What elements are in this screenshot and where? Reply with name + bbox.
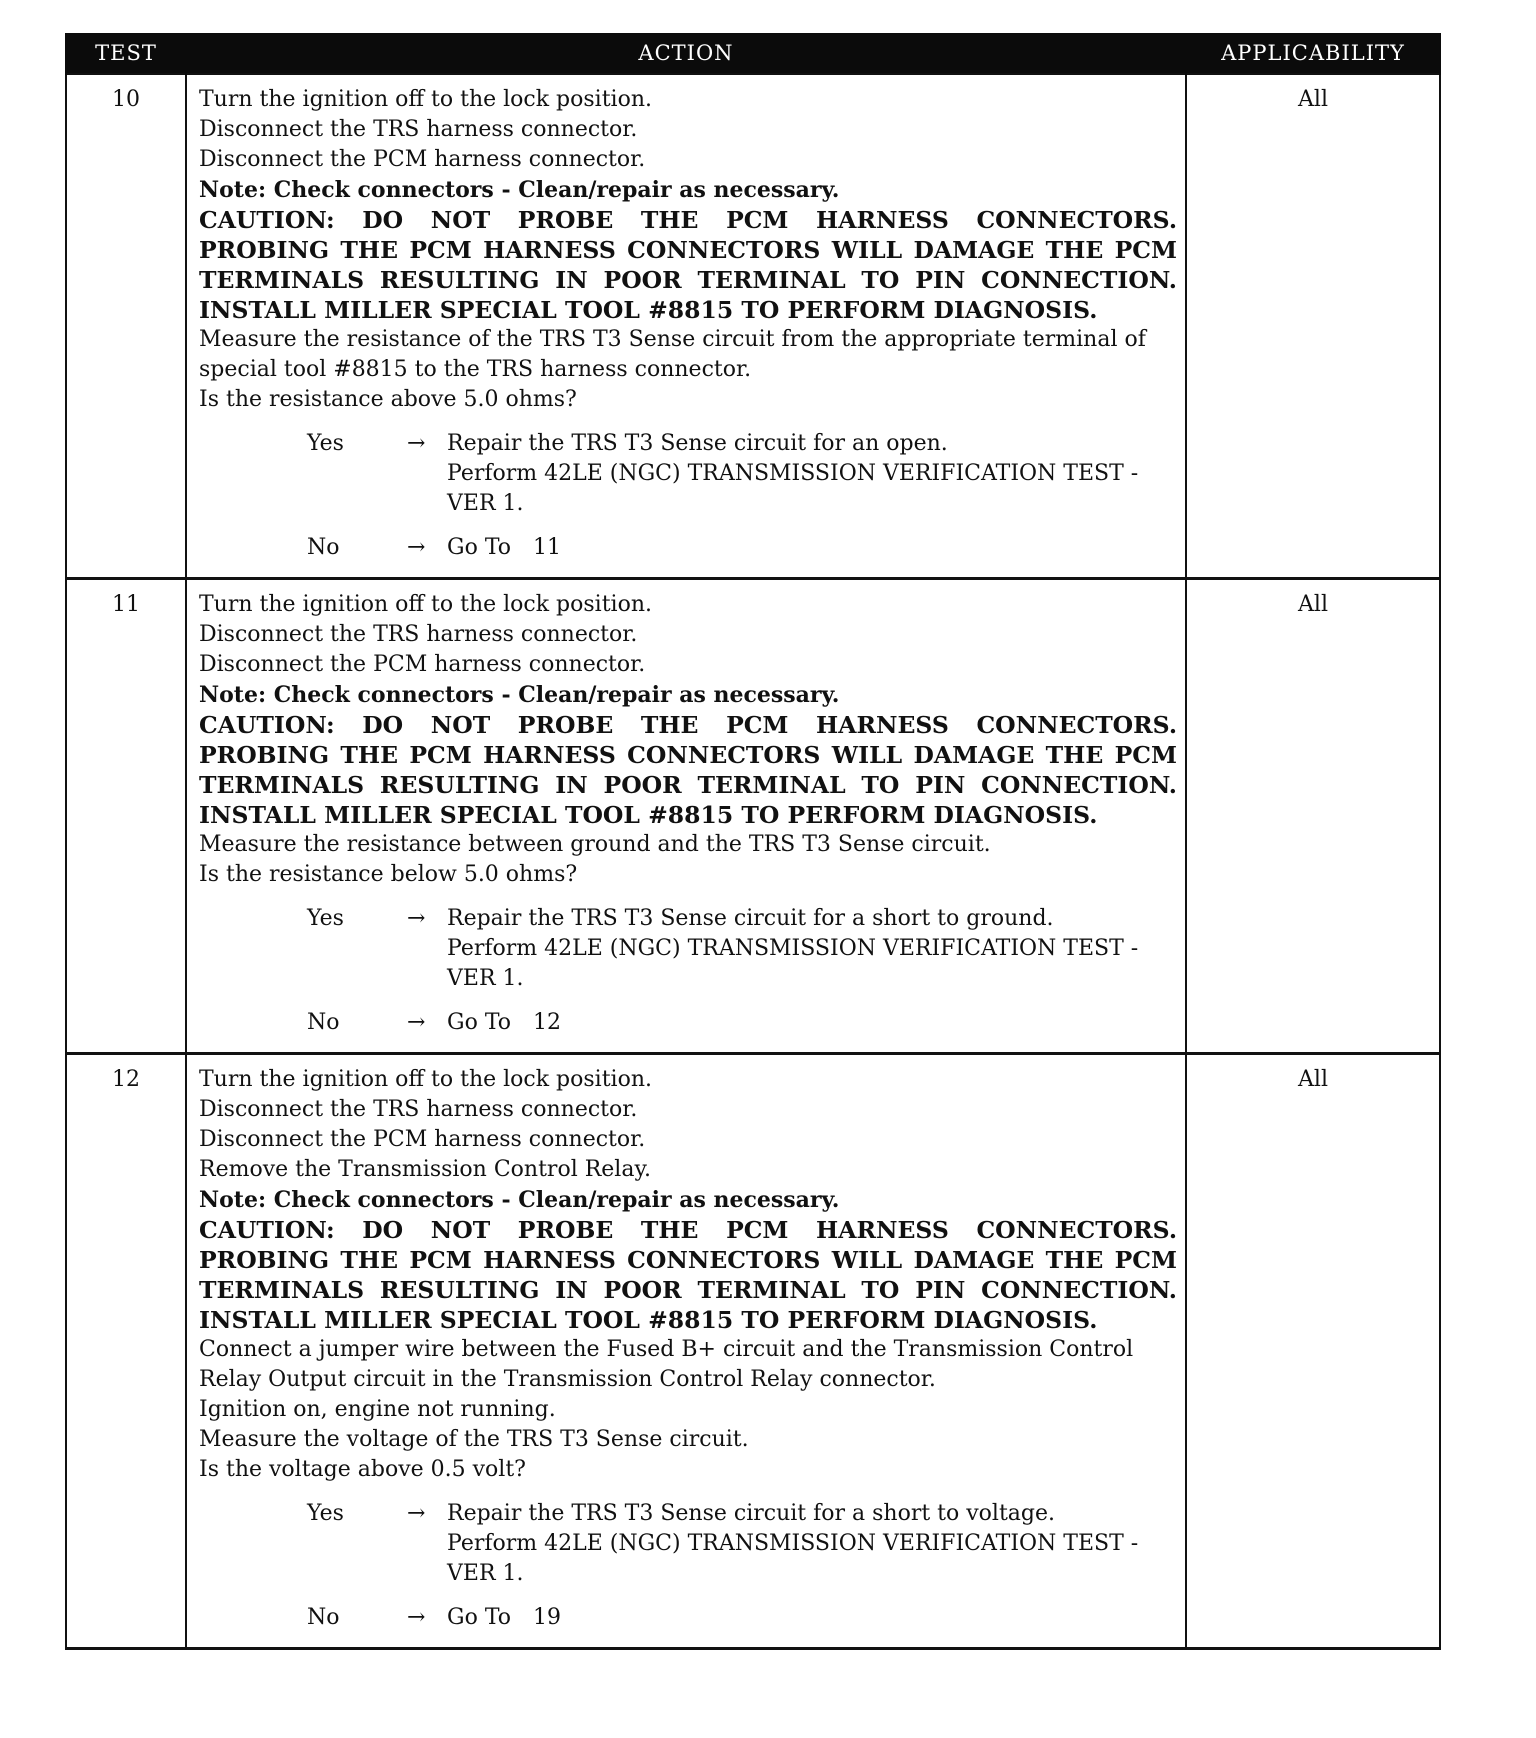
- caution-text: CAUTION: DO NOT PROBE THE PCM HARNESS CONNECTORS. PROBING THE PCM HARNESS CONNECTORS WILL DAMAGE THE PCM TERMINALS RESULTING IN POOR TERMINAL TO PIN CONNECTION. INSTALL MILLER SPECIAL TOOL #8815 TO PERFORM DIAGNOSIS.: [199, 206, 1177, 324]
- action-line: Repair the TRS T3 Sense circuit for a short to voltage.: [447, 1501, 1056, 1526]
- goto-target[interactable]: 12: [533, 1010, 562, 1035]
- measure-steps: [199, 325, 1177, 415]
- header-action: ACTION: [186, 33, 1186, 74]
- note-text: Note: Check connectors - Clean/repair as necessary.: [199, 177, 840, 203]
- action-line: Measure the voltage of the TRS T3 Sense circuit.: [199, 1427, 749, 1452]
- test-number: 12: [66, 1054, 186, 1649]
- arrow-right-icon: →: [407, 1010, 426, 1035]
- goto-label[interactable]: Go To: [447, 1605, 512, 1630]
- header-test: TEST: [66, 33, 186, 74]
- action-steps: [199, 590, 1177, 680]
- action-steps: [199, 85, 1177, 175]
- table-row: [66, 579, 1440, 1054]
- table-header-row: [66, 33, 1440, 74]
- action-line: Perform 42LE (NGC) TRANSMISSION VERIFICATION TEST - VER 1.: [447, 461, 1139, 516]
- no-outcome: [199, 1603, 1177, 1633]
- no-outcome: [199, 533, 1177, 563]
- action-line: Turn the ignition off to the lock position.: [199, 87, 652, 112]
- yes-outcome: [199, 429, 1177, 519]
- test-number: 11: [66, 579, 186, 1054]
- test-number: 10: [66, 74, 186, 579]
- applicability-value: All: [1186, 1054, 1440, 1649]
- yes-label: Yes: [307, 1501, 344, 1526]
- no-label: No: [307, 535, 340, 560]
- table-row: [66, 74, 1440, 579]
- action-line: Is the resistance above 5.0 ohms?: [199, 387, 577, 412]
- arrow-right-icon: →: [407, 535, 426, 560]
- measure-steps: [199, 1335, 1177, 1485]
- diagnostic-table: [65, 33, 1441, 1650]
- yes-outcome: [199, 1499, 1177, 1589]
- header-applicability: APPLICABILITY: [1186, 33, 1440, 74]
- goto-label[interactable]: Go To: [447, 535, 512, 560]
- goto-target[interactable]: 11: [533, 535, 562, 560]
- action-cell: [186, 579, 1186, 1054]
- outcomes: [199, 1499, 1177, 1633]
- action-steps: [199, 1065, 1177, 1185]
- applicability-value: All: [1186, 579, 1440, 1054]
- action-cell: [186, 74, 1186, 579]
- action-line: Repair the TRS T3 Sense circuit for an open.: [447, 431, 948, 456]
- outcomes: [199, 904, 1177, 1038]
- action-line: Disconnect the PCM harness connector.: [199, 1127, 646, 1152]
- action-line: Remove the Transmission Control Relay.: [199, 1157, 651, 1182]
- arrow-right-icon: →: [407, 906, 426, 931]
- action-line: Ignition on, engine not running.: [199, 1397, 556, 1422]
- note-text: Note: Check connectors - Clean/repair as necessary.: [199, 1187, 840, 1213]
- action-line: Is the resistance below 5.0 ohms?: [199, 862, 578, 887]
- yes-action: [447, 904, 1177, 994]
- action-cell: [186, 1054, 1186, 1649]
- applicability-value: All: [1186, 74, 1440, 579]
- no-action: [447, 533, 1177, 563]
- action-line: Measure the resistance of the TRS T3 Sense circuit from the appropriate terminal of special tool #8815 to the TRS harness connector.: [199, 327, 1146, 382]
- no-action: [447, 1008, 1177, 1038]
- action-line: Repair the TRS T3 Sense circuit for a short to ground.: [447, 906, 1054, 931]
- arrow-right-icon: →: [407, 1501, 426, 1526]
- yes-label: Yes: [307, 906, 344, 931]
- table-row: [66, 1054, 1440, 1649]
- note-text: Note: Check connectors - Clean/repair as necessary.: [199, 682, 840, 708]
- action-line: Connect a jumper wire between the Fused B+ circuit and the Transmission Control Relay Output circuit in the Transmission Control Relay connector.: [199, 1337, 1134, 1392]
- goto-target[interactable]: 19: [533, 1605, 562, 1630]
- action-line: Turn the ignition off to the lock position.: [199, 592, 652, 617]
- action-line: Perform 42LE (NGC) TRANSMISSION VERIFICATION TEST - VER 1.: [447, 1531, 1139, 1586]
- yes-action: [447, 429, 1177, 519]
- action-line: Is the voltage above 0.5 volt?: [199, 1457, 526, 1482]
- no-outcome: [199, 1008, 1177, 1038]
- goto-label[interactable]: Go To: [447, 1010, 512, 1035]
- caution-text: CAUTION: DO NOT PROBE THE PCM HARNESS CONNECTORS. PROBING THE PCM HARNESS CONNECTORS WILL DAMAGE THE PCM TERMINALS RESULTING IN POOR TERMINAL TO PIN CONNECTION. INSTALL MILLER SPECIAL TOOL #8815 TO PERFORM DIAGNOSIS.: [199, 1216, 1177, 1334]
- action-line: Disconnect the PCM harness connector.: [199, 652, 646, 677]
- table-body: [66, 74, 1440, 1649]
- yes-outcome: [199, 904, 1177, 994]
- arrow-right-icon: →: [407, 1605, 426, 1630]
- no-label: No: [307, 1010, 340, 1035]
- action-line: Disconnect the TRS harness connector.: [199, 117, 638, 142]
- no-label: No: [307, 1605, 340, 1630]
- no-action: [447, 1603, 1177, 1633]
- yes-action: [447, 1499, 1177, 1589]
- action-line: Measure the resistance between ground and the TRS T3 Sense circuit.: [199, 832, 991, 857]
- action-line: Disconnect the TRS harness connector.: [199, 1097, 638, 1122]
- action-line: Turn the ignition off to the lock position.: [199, 1067, 652, 1092]
- action-line: Perform 42LE (NGC) TRANSMISSION VERIFICATION TEST - VER 1.: [447, 936, 1139, 991]
- action-line: Disconnect the TRS harness connector.: [199, 622, 638, 647]
- action-line: Disconnect the PCM harness connector.: [199, 147, 646, 172]
- caution-text: CAUTION: DO NOT PROBE THE PCM HARNESS CONNECTORS. PROBING THE PCM HARNESS CONNECTORS WILL DAMAGE THE PCM TERMINALS RESULTING IN POOR TERMINAL TO PIN CONNECTION. INSTALL MILLER SPECIAL TOOL #8815 TO PERFORM DIAGNOSIS.: [199, 711, 1177, 829]
- yes-label: Yes: [307, 431, 344, 456]
- arrow-right-icon: →: [407, 431, 426, 456]
- measure-steps: [199, 830, 1177, 890]
- outcomes: [199, 429, 1177, 563]
